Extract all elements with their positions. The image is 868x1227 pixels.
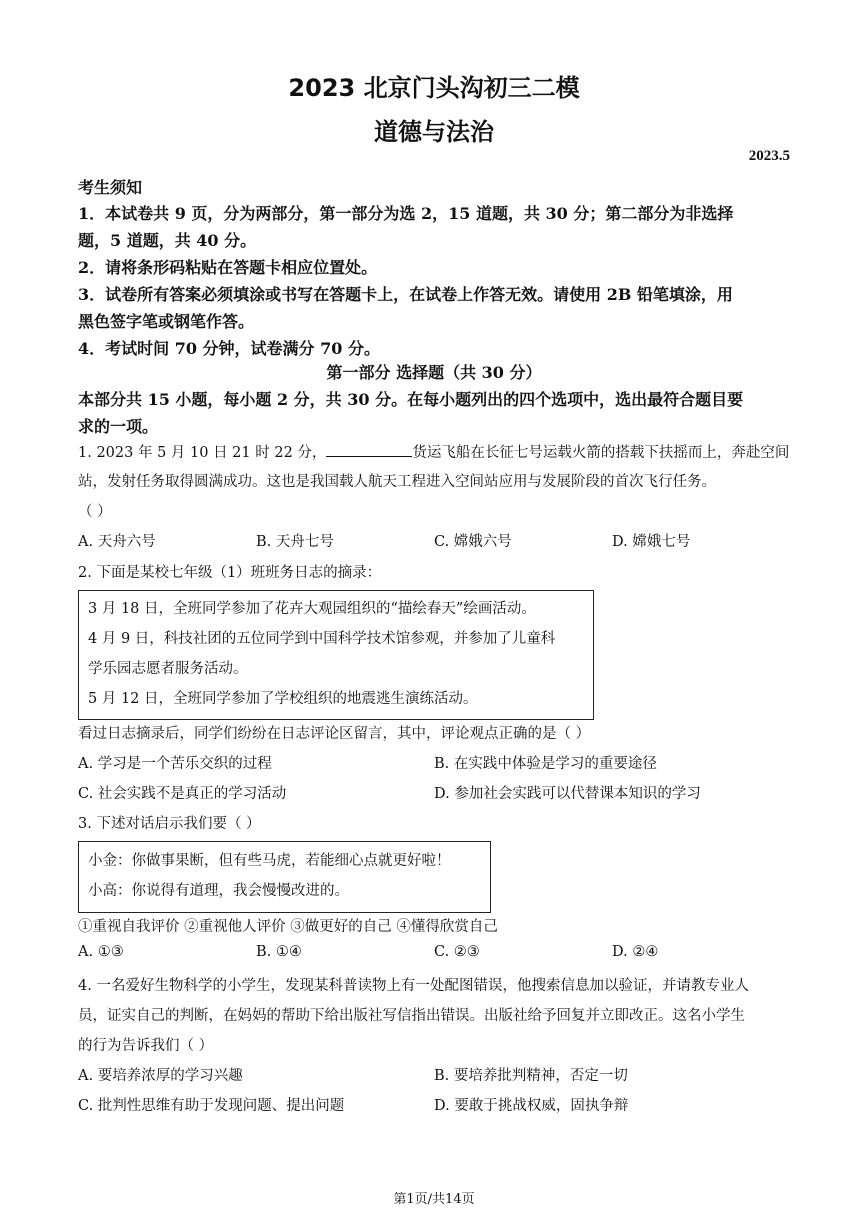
q1-option-b: B. 天舟七号	[256, 534, 334, 550]
notice-line: 1．本试卷共 9 页，分为两部分，第一部分为选 2，15 道题，共 30 分；第二部分为非选择	[78, 204, 734, 223]
question-4-stem: 4. 一名爱好生物科学的小学生，发现某科普读物上有一处配图错误，他搜索信息加以验证，并请教专业人	[78, 978, 749, 994]
q4-option-a: A. 要培养浓厚的学习兴趣	[78, 1068, 243, 1084]
q1-stem-part-b: 货运飞船在长征七号运载火箭的搭载下扶摇而上，奔赴空间	[412, 445, 790, 461]
question-1-paren: （ ）	[78, 504, 112, 520]
section-instructions: 求的一项。	[78, 417, 159, 436]
q3-option-b: B. ①④	[256, 944, 302, 960]
q3-dialogue-line: 小金：你做事果断，但有些马虎，若能细心点就更好啦！	[88, 853, 451, 869]
q3-items: ①重视自我评价 ②重视他人评价 ③做更好的自己 ④懂得欣赏自己	[78, 919, 498, 935]
question-1-stem	[78, 441, 789, 462]
q2-option-c: C. 社会实践不是真正的学习活动	[78, 786, 287, 802]
notice-line: 题，5 道题，共 40 分。	[78, 231, 257, 250]
notice-line: 4．考试时间 70 分钟，试卷满分 70 分。	[78, 339, 380, 358]
q2-option-d: D. 参加社会实践可以代替课本知识的学习	[434, 786, 701, 802]
question-2-stem: 2. 下面是某校七年级（1）班班务日志的摘录：	[78, 565, 382, 581]
q1-option-c: C. 嫦娥六号	[434, 534, 512, 550]
q4-option-b: B. 要培养批判精神，否定一切	[434, 1068, 628, 1084]
q2-diary-line: 3 月 18 日，全班同学参加了花卉大观园组织的“描绘春天”绘画活动。	[88, 601, 536, 617]
question-4-stem: 员，证实自己的判断，在妈妈的帮助下给出版社写信指出错误。出版社给予回复并立即改正。这名小学生	[78, 1008, 745, 1024]
notice-line: 2．请将条形码粘贴在答题卡相应位置处。	[78, 258, 378, 277]
q1-option-d: D. 嫦娥七号	[612, 534, 691, 550]
question-3-stem: 3. 下述对话启示我们要（ ）	[78, 816, 261, 832]
q4-option-c: C. 批判性思维有助于发现问题、提出问题	[78, 1098, 345, 1114]
section-title: 第一部分 选择题（共 30 分）	[326, 363, 542, 382]
q2-diary-line: 5 月 12 日，全班同学参加了学校组织的地震逃生演练活动。	[88, 691, 478, 707]
notice-line: 3．试卷所有答案必须填涂或书写在答题卡上，在试卷上作答无效。请使用 2B 铅笔填涂，用	[78, 285, 733, 304]
q2-option-a: A. 学习是一个苦乐交织的过程	[78, 756, 272, 772]
q2-diary-line: 学乐园志愿者服务活动。	[88, 661, 248, 677]
notice-heading: 考生须知	[78, 178, 143, 197]
q3-option-c: C. ②③	[434, 944, 480, 960]
question-2-question: 看过日志摘录后，同学们纷纷在日志评论区留言，其中，评论观点正确的是（ ）	[78, 726, 591, 742]
q3-option-d: D. ②④	[612, 944, 659, 960]
page-number: 第1页/共14页	[393, 1192, 475, 1207]
subject-title: 道德与法治	[374, 118, 494, 146]
exam-title: 2023 北京门头沟初三二模	[288, 74, 580, 102]
q2-diary-line: 4 月 9 日，科技社团的五位同学到中国科学技术馆参观，并参加了儿童科	[88, 631, 556, 647]
q1-option-a: A. 天舟六号	[78, 534, 156, 550]
section-instructions: 本部分共 15 小题，每小题 2 分，共 30 分。在每小题列出的四个选项中，选出最符合题目要	[78, 390, 744, 409]
question-4-stem: 的行为告诉我们（ ）	[78, 1038, 214, 1054]
question-1-stem-line2: 站，发射任务取得圆满成功。这也是我国载人航天工程进入空间站应用与发展阶段的首次飞行任务。	[78, 474, 716, 490]
q4-option-d: D. 要敢于挑战权威，固执争辩	[434, 1098, 629, 1114]
q1-stem-part-a: 1. 2023 年 5 月 10 日 21 时 22 分，	[78, 445, 327, 461]
answer-blank	[326, 442, 412, 457]
q3-option-a: A. ①③	[78, 944, 124, 960]
q3-dialogue-line: 小高：你说得有道理，我会慢慢改进的。	[88, 883, 349, 899]
exam-date: 2023.5	[748, 148, 790, 164]
q2-option-b: B. 在实践中体验是学习的重要途径	[434, 756, 657, 772]
notice-line: 黑色签字笔或钢笔作答。	[78, 312, 255, 331]
